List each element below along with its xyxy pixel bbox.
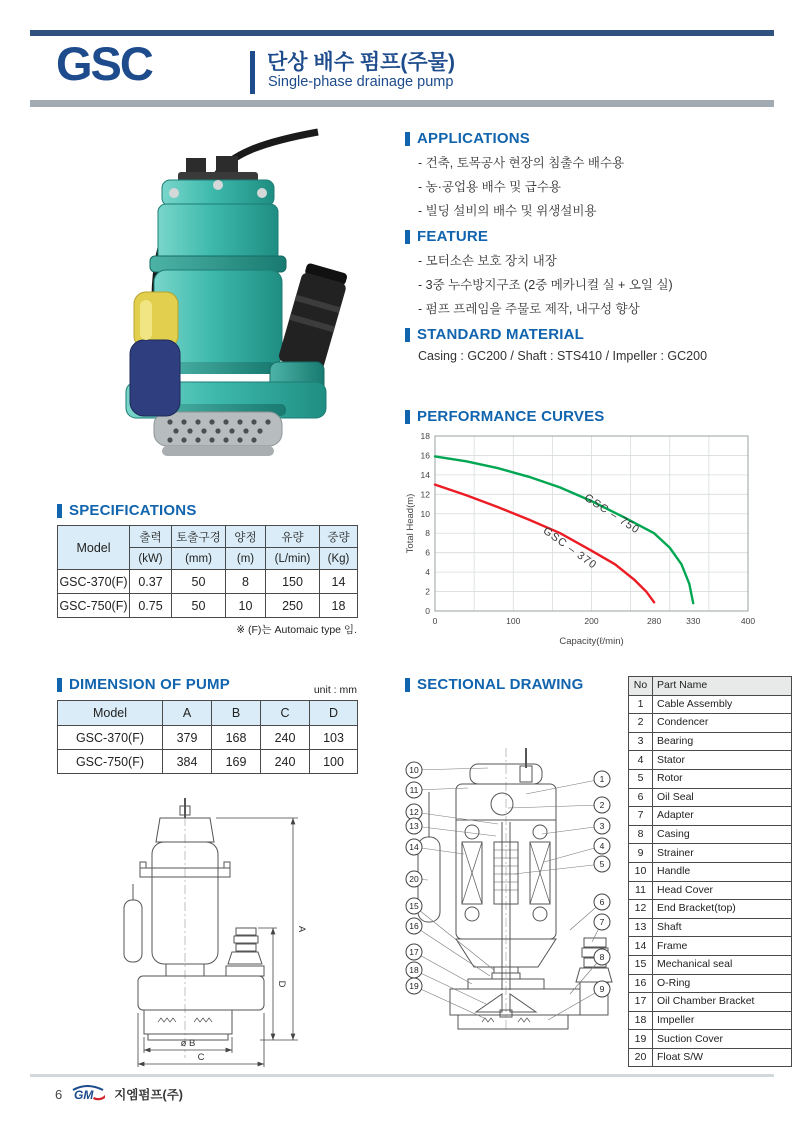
spec-footnote: ※ (F)는 Automaic type 임. [236, 624, 357, 636]
table-row: 4 Stator [629, 751, 792, 770]
svg-text:200: 200 [584, 616, 599, 626]
table-row: 14 Frame [629, 937, 792, 956]
svg-text:0: 0 [432, 616, 438, 626]
svg-text:0: 0 [425, 606, 430, 616]
bullet-item: - 빌딩 설비의 배수 및 위생설비용 [418, 204, 597, 218]
top-rule [30, 30, 774, 36]
heading-bar [405, 678, 410, 692]
callout-number: 8 [599, 952, 605, 962]
x-axis-label: Capacity(ℓ/min) [559, 636, 624, 647]
callout-number: 1 [599, 774, 605, 784]
svg-text:10: 10 [420, 508, 430, 519]
callout-number: 11 [409, 785, 419, 795]
performance-heading: PERFORMANCE CURVES [405, 408, 605, 425]
svg-text:330: 330 [686, 616, 701, 626]
table-row: 2 Condencer [629, 714, 792, 733]
callout-number: 14 [409, 842, 419, 852]
table-row: 1 Cable Assembly [629, 695, 792, 714]
callout-number: 5 [599, 859, 605, 869]
callout-number: 2 [599, 800, 605, 810]
heading-bar [405, 230, 410, 244]
specifications-table: Model 출력 토출구경 양정 유량 중량 (kW) (mm) (m) (L/min) (Kg) GSC-370(F) 0.37 50 8 150 14 GSC-750(F) 0.75 50 10 250 18 [57, 525, 358, 618]
callout-number: 10 [409, 765, 419, 775]
parts-table-wrap [628, 676, 791, 1067]
pump-photo [58, 124, 380, 462]
callout-number: 7 [599, 917, 605, 927]
heading-bar [57, 504, 62, 518]
callout-number: 3 [599, 821, 605, 831]
standard-material-heading: STANDARD MATERIAL [405, 326, 584, 343]
table-row: 10 Handle [629, 862, 792, 881]
callout-number: 12 [409, 807, 419, 817]
heading-bar [405, 132, 410, 146]
table-row: 12 End Bracket(top) [629, 900, 792, 919]
footer [55, 1085, 183, 1103]
bullet-item: - 3중 누수방지구조 (2중 메카니컬 실 + 오일 실) [418, 278, 673, 292]
applications-list [418, 151, 624, 223]
heading-bar [405, 328, 410, 342]
table-row: GSC-750(F) 0.75 50 10 250 18 [58, 594, 358, 618]
callout-number: 6 [599, 897, 605, 907]
page-title-korean: 단상 배수 펌프(주물) [267, 51, 455, 74]
callout-number: 19 [409, 981, 419, 991]
sectional-heading: SECTIONAL DRAWING [405, 676, 583, 693]
callout-number: 9 [599, 984, 605, 994]
svg-text:280: 280 [647, 616, 662, 626]
dimension-table-wrap [57, 700, 357, 774]
table-row: 13 Shaft [629, 918, 792, 937]
heading-bar [405, 410, 410, 424]
dim-label-A: A [296, 925, 307, 933]
callout-number: 15 [409, 901, 419, 911]
standard-material-text: Casing : GC200 / Shaft : STS410 / Impeller : GC200 [418, 349, 708, 363]
callout-number: 4 [599, 841, 605, 851]
feature-heading: FEATURE [405, 228, 488, 245]
discharge-hose [278, 262, 350, 373]
header-divider [30, 100, 774, 107]
dim-label-B: ø B [180, 1038, 196, 1049]
company-name: 지엠펌프(주) [114, 1088, 183, 1102]
parts-table: No Part Name 1 Cable Assembly 2 Condencer 3 Bearing 4 Stator 5 Rotor 6 Oil Seal 7 Adapter 8 Casing 9 Strainer 10 Handle 11 Head Cover 12 End Bracket(top) 13 Shaft 14 Frame 15 Mechanical seal 16 O-Ring 17 Oil Chamber Bracket 18 Impeller 19 Suction Cover 20 Float S/W [628, 676, 792, 1067]
svg-text:8: 8 [425, 528, 430, 539]
brand-separator [250, 51, 255, 94]
bullet-item: - 펌프 프레임을 주물로 제작, 내구성 향상 [418, 302, 640, 316]
svg-text:400: 400 [740, 616, 756, 626]
page-number: 6 [55, 1086, 63, 1102]
table-row: 15 Mechanical seal [629, 955, 792, 974]
svg-text:4: 4 [425, 567, 430, 578]
svg-text:2: 2 [425, 586, 430, 597]
table-row: 17 Oil Chamber Bracket [629, 993, 792, 1012]
dimension-drawing [110, 792, 320, 1075]
table-row: GSC-370(F) 379 168 240 103 [58, 726, 358, 750]
curve-label: GSC – 370 [540, 524, 599, 572]
svg-text:14: 14 [420, 469, 430, 480]
dim-label-C: C [197, 1052, 205, 1063]
table-row: 8 Casing [629, 825, 792, 844]
table-row: 3 Bearing [629, 732, 792, 751]
curve-label: GSC – 750 [582, 491, 642, 537]
callout-number: 13 [409, 821, 419, 831]
part-callouts [406, 762, 610, 1020]
svg-text:GM: GM [74, 1088, 94, 1102]
unit-note: unit : mm [313, 684, 357, 696]
gm-logo [70, 1085, 106, 1103]
table-row: 20 Float S/W [629, 1048, 792, 1067]
bullet-item: - 모터소손 보호 장치 내장 [418, 254, 557, 268]
callout-number: 20 [409, 874, 419, 884]
footer-rule [30, 1074, 774, 1077]
table-row: 6 Oil Seal [629, 788, 792, 807]
table-row: 16 O-Ring [629, 974, 792, 993]
table-row: GSC-370(F) 0.37 50 8 150 14 [58, 570, 358, 594]
dimension-heading: DIMENSION OF PUMP [57, 676, 230, 693]
callout-number: 18 [409, 965, 419, 975]
spec-table-wrap [57, 525, 357, 637]
svg-text:18: 18 [420, 431, 430, 441]
dimension-table: Model A B C D GSC-370(F) 379 168 240 103 GSC-750(F) 384 169 240 100 [57, 700, 358, 774]
sectional-drawing [398, 742, 624, 1036]
table-row: 19 Suction Cover [629, 1030, 792, 1049]
page-title-english: Single-phase drainage pump [268, 74, 454, 90]
specifications-heading: SPECIFICATIONS [57, 502, 197, 519]
brand-logo: GSC [56, 37, 152, 90]
performance-curves-chart [405, 427, 770, 657]
table-row: 11 Head Cover [629, 881, 792, 900]
y-axis-label: Total Head(m) [405, 493, 416, 554]
svg-text:100: 100 [506, 616, 521, 626]
bullet-item: - 건축, 토목공사 현장의 침출수 배수용 [418, 156, 625, 170]
bullet-item: - 농·공업용 배수 및 급수용 [418, 180, 561, 194]
svg-text:12: 12 [420, 489, 430, 500]
applications-heading: APPLICATIONS [405, 130, 530, 147]
svg-text:16: 16 [420, 450, 430, 461]
callout-number: 17 [409, 947, 419, 957]
svg-text:6: 6 [425, 547, 430, 558]
dim-label-D: D [276, 980, 287, 988]
feature-list [418, 249, 673, 321]
table-row: 9 Strainer [629, 844, 792, 863]
callout-number: 16 [409, 921, 419, 931]
table-row: 7 Adapter [629, 807, 792, 826]
table-row: 18 Impeller [629, 1011, 792, 1030]
table-row: 5 Rotor [629, 769, 792, 788]
table-row: GSC-750(F) 384 169 240 100 [58, 750, 358, 774]
